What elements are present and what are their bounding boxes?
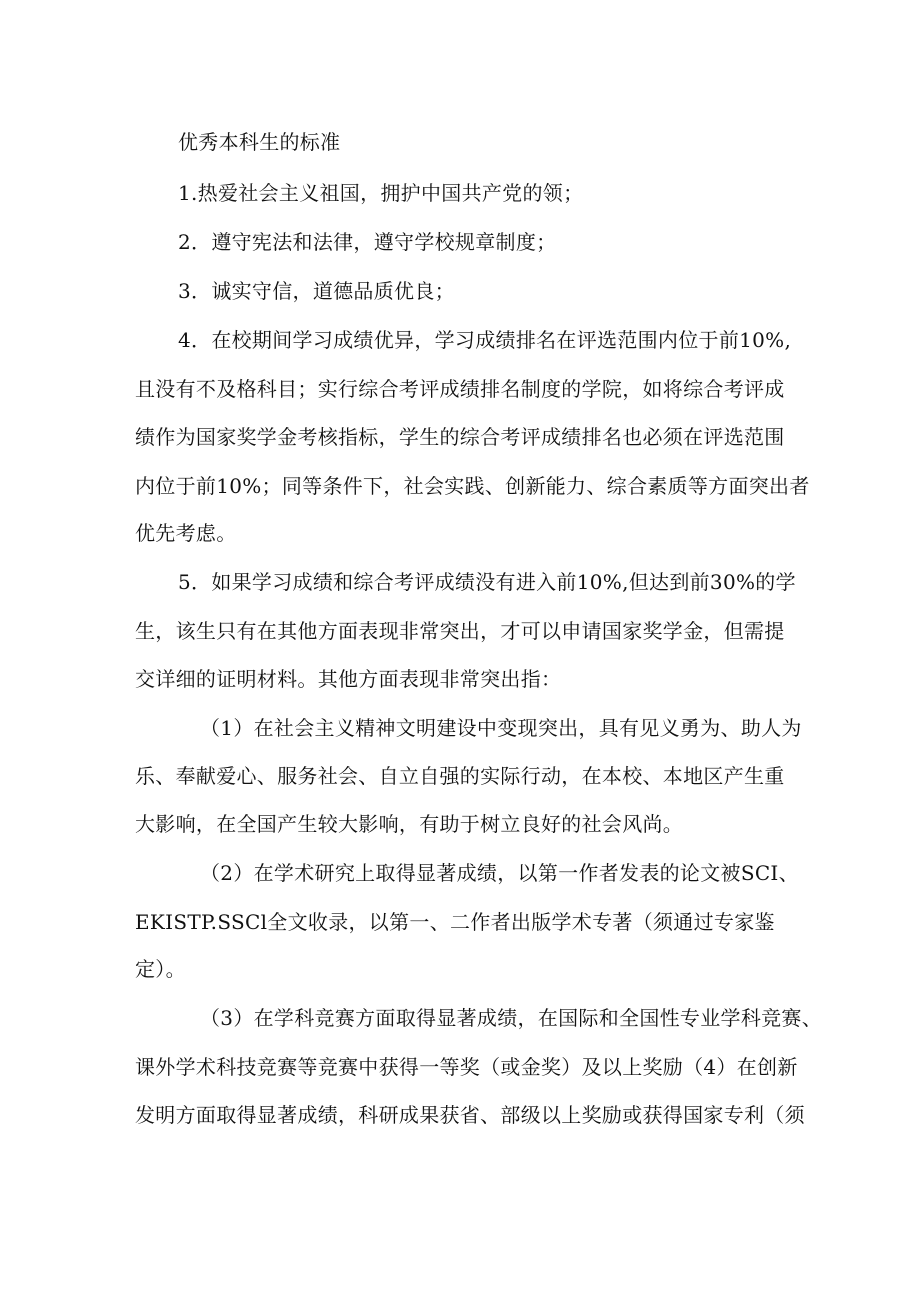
- document-title: 优秀本科生的标准: [178, 130, 341, 154]
- criterion-4-line-2: 且没有不及格科目；实行综合考评成绩排名制度的学院，如将综合考评成: [135, 377, 785, 401]
- sub-item-2-line-2: EKISTP.SSCl全文收录，以第一、二作者出版学术专著（须通过专家鉴: [135, 910, 775, 934]
- criterion-4-line-4: 内位于前10%；同等条件下，社会实践、创新能力、综合素质等方面突出者: [135, 474, 810, 498]
- sub-item-1-line-3: 大影响，在全国产生较大影响，有助于树立良好的社会风尚。: [135, 812, 684, 836]
- sub-item-1-line-2: 乐、奉献爱心、服务社会、自立自强的实际行动，在本校、本地区产生重: [135, 764, 785, 788]
- criterion-2: 2．遵守宪法和法律，遵守学校规章制度；: [178, 230, 557, 254]
- sub-item-3-line-2: 课外学术科技竞赛等竞赛中获得一等奖（或金奖）及以上奖励（4）在创新: [135, 1055, 798, 1079]
- criterion-4-line-5: 优先考虑。: [135, 521, 237, 545]
- criterion-1: 1.热爱社会主义祖国，拥护中国共产党的领；: [178, 181, 584, 205]
- sub-item-3-line-3: 发明方面取得显著成绩，科研成果获省、部级以上奖励或获得国家专利（须: [135, 1103, 805, 1127]
- criterion-5-line-2: 生，该生只有在其他方面表现非常突出，才可以申请国家奖学金，但需提: [135, 619, 785, 643]
- criterion-4-line-1: 4．在校期间学习成绩优异，学习成绩排名在评选范围内位于前10%,: [178, 328, 792, 352]
- criterion-4-line-3: 绩作为国家奖学金考核指标，学生的综合考评成绩排名也必须在评选范围: [135, 425, 785, 449]
- sub-item-3-line-1: （3）在学科竞赛方面取得显著成绩，在国际和全国性专业学科竞赛、: [200, 1006, 823, 1030]
- sub-item-2-line-3: 定）。: [135, 957, 186, 981]
- criterion-5-line-3: 交详细的证明材料。其他方面表现非常突出指：: [135, 667, 562, 691]
- sub-item-2-line-1: （2）在学术研究上取得显著成绩，以第一作者发表的论文被SCI、: [200, 861, 799, 885]
- criterion-3: 3．诚实守信，道德品质优良；: [178, 279, 455, 303]
- sub-item-1-line-1: （1）在社会主义精神文明建设中变现突出，具有见义勇为、助人为: [200, 716, 802, 740]
- criterion-5-line-1: 5．如果学习成绩和综合考评成绩没有进入前10%,但达到前30%的学: [178, 570, 796, 594]
